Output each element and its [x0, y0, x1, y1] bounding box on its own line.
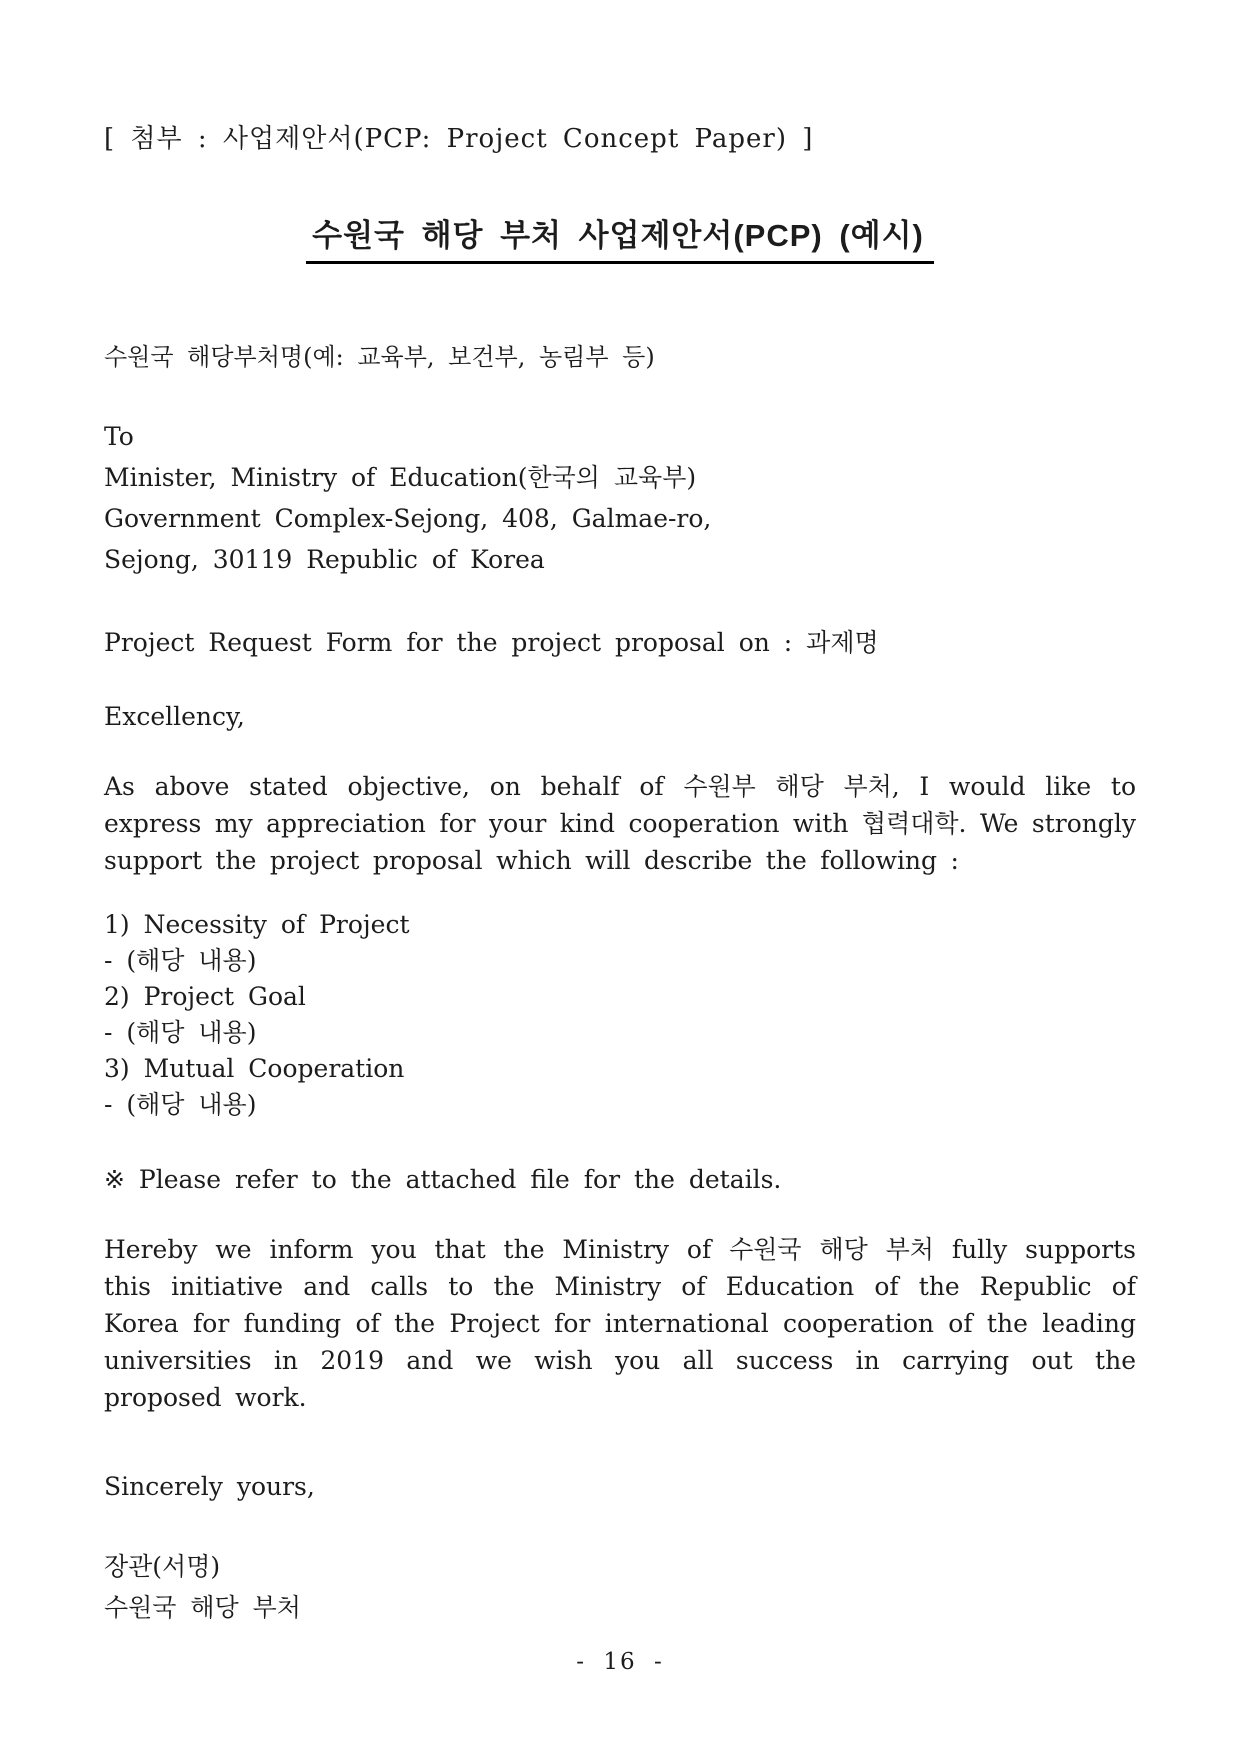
body-paragraph-2: Hereby we inform you that the Ministry of 수원국 해당 부처 fully supports this initiative and calls to the Ministry of Education of the Republic of Korea for funding of the Project for international cooperation of the leading universities in 2019 and we wish you all success in carrying out the proposed work.	[104, 1235, 1136, 1412]
project-items-list	[104, 907, 1136, 1123]
closing-line: Sincerely yours,	[104, 1472, 315, 1501]
body-paragraph-1: As above stated objective, on behalf of 수원부 해당 부처, I would like to express my appreciation for your kind cooperation with 협력대학. We strongly support the project proposal which will describe the following :	[104, 772, 1136, 875]
recipient-line-city: Sejong, 30119 Republic of Korea	[104, 545, 545, 574]
title-container	[104, 218, 1136, 264]
page-number: - 16 -	[576, 1649, 664, 1675]
list-item-goal-detail: - (해당 내용)	[104, 1018, 257, 1047]
signature-block	[104, 1546, 1136, 1628]
recipient-ministry-line: 수원국 해당부처명(예: 교육부, 보건부, 농림부 등)	[104, 343, 655, 371]
list-item-necessity-detail: - (해당 내용)	[104, 946, 257, 975]
list-item-cooperation-detail: - (해당 내용)	[104, 1090, 257, 1119]
list-item-goal: 2) Project Goal	[104, 982, 306, 1011]
attachment-header-line: [ 첨부 : 사업제안서(PCP: Project Concept Paper) ]	[104, 124, 814, 154]
to-label: To	[104, 422, 134, 451]
signature-minister-line: 장관(서명)	[104, 1552, 221, 1581]
list-item-cooperation: 3) Mutual Cooperation	[104, 1054, 405, 1083]
list-item-necessity: 1) Necessity of Project	[104, 910, 410, 939]
signature-ministry-line: 수원국 해당 부처	[104, 1593, 301, 1622]
salutation: Excellency,	[104, 702, 245, 731]
attachment-note: ※ Please refer to the attached file for the details.	[104, 1165, 782, 1194]
recipient-address-block	[104, 416, 1136, 580]
document-title: 수원국 해당 부처 사업제안서(PCP) (예시)	[306, 218, 934, 264]
recipient-line-minister: Minister, Ministry of Education(한국의 교육부)	[104, 463, 697, 492]
recipient-line-address: Government Complex-Sejong, 408, Galmae-ro,	[104, 504, 712, 533]
subject-line: Project Request Form for the project proposal on : 과제명	[104, 628, 879, 657]
